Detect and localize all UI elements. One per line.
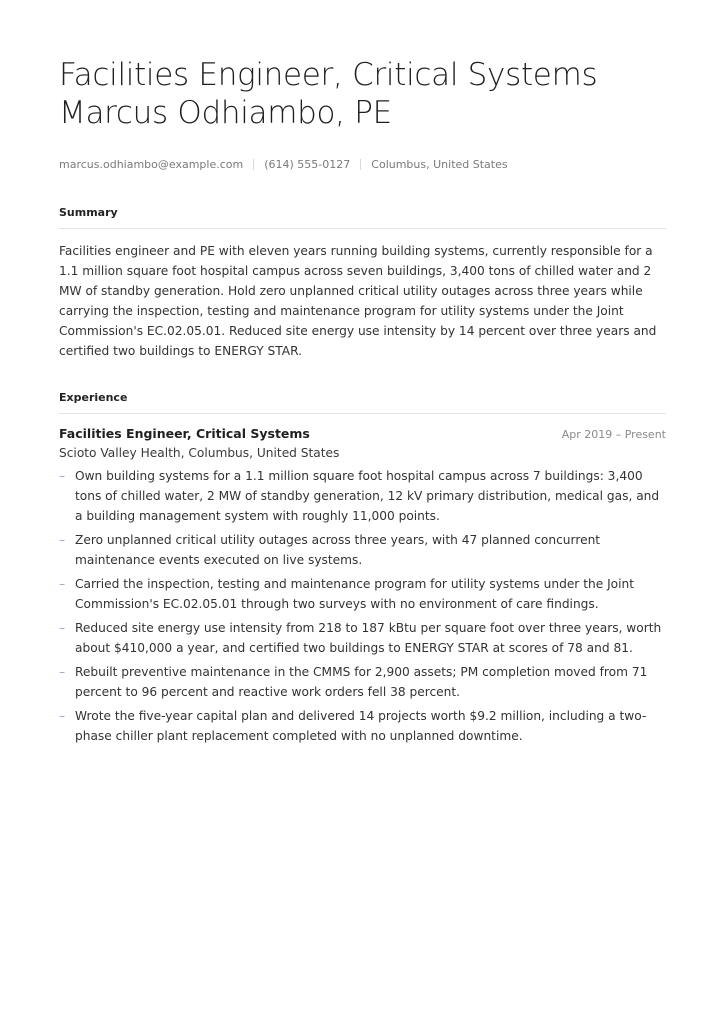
- bullet-text: Zero unplanned critical utility outages across three years, with 47 planned concurrent maintenance events executed on live systems.: [75, 533, 601, 567]
- bullet-text: Wrote the five-year capital plan and delivered 14 projects worth $9.2 million, including a two-phase chiller plant replacement completed with no unplanned downtime.: [75, 709, 647, 743]
- contact-divider: [253, 159, 254, 170]
- bullet-dash: –: [59, 533, 66, 547]
- contact-line: [59, 156, 666, 172]
- bullet-dash: –: [59, 621, 66, 635]
- bullet-text: Carried the inspection, testing and maintenance program for utility systems under the Joint Commission's EC.02.05.01 through two surveys with no environment of care findings.: [75, 577, 635, 611]
- resume-page: [59, 56, 666, 750]
- bullet-dash: –: [59, 577, 66, 591]
- list-item: [59, 574, 666, 614]
- summary-text: Facilities engineer and PE with eleven years running building systems, currently responsible for a 1.1 million square foot hospital campus across seven buildings, 3,400 tons of chilled water and 2 MW of standby generation. Hold zero unplanned critical utility outages across three years while carrying the inspection, testing and maintenance program for utility systems under the Joint Commission's EC.02.05.01. Reduced site energy use intensity by 14 percent over three years and certified two buildings to ENERGY STAR.: [59, 244, 657, 358]
- experience-section: [59, 391, 666, 746]
- list-item: [59, 618, 666, 658]
- job-header: [59, 426, 666, 441]
- candidate-name: Marcus Odhiambo, PE: [59, 95, 392, 131]
- bullet-text: Rebuilt preventive maintenance in the CMMS for 2,900 assets; PM completion moved from 71 percent to 96 percent and reactive work orders fell 38 percent.: [75, 665, 648, 699]
- bullet-text: Reduced site energy use intensity from 218 to 187 kBtu per square foot over three years, worth about $410,000 a year, and certified two buildings to ENERGY STAR at scores of 78 and 81.: [75, 621, 662, 655]
- contact-email[interactable]: marcus.odhiambo@example.com: [59, 157, 244, 171]
- list-item: [59, 706, 666, 746]
- summary-section: [59, 206, 666, 361]
- experience-heading: Experience: [59, 391, 666, 414]
- contact-divider: [360, 159, 361, 170]
- bullet-dash: –: [59, 709, 66, 723]
- job-organization: Scioto Valley Health, Columbus, United States: [59, 446, 340, 460]
- job-title: Facilities Engineer, Critical Systems: [59, 426, 310, 441]
- job-target-title: Facilities Engineer, Critical Systems: [59, 57, 598, 93]
- bullet-dash: –: [59, 665, 66, 679]
- summary-heading: Summary: [59, 206, 666, 229]
- contact-phone[interactable]: (614) 555-0127: [264, 157, 351, 171]
- list-item: [59, 466, 666, 526]
- job-bullet-list: [59, 466, 666, 746]
- contact-location: Columbus, United States: [371, 157, 508, 171]
- bullet-text: Own building systems for a 1.1 million square foot hospital campus across 7 buildings: 3,400 tons of chilled water, 2 MW of standby generation, 12 kV primary distribution, medical gas, and a building management system with roughly 11,000 points.: [75, 469, 660, 523]
- list-item: [59, 662, 666, 702]
- job-dates: Apr 2019 – Present: [561, 428, 666, 441]
- bullet-dash: –: [59, 469, 66, 483]
- resume-headline: [59, 56, 666, 132]
- list-item: [59, 530, 666, 570]
- job-entry: [59, 426, 666, 746]
